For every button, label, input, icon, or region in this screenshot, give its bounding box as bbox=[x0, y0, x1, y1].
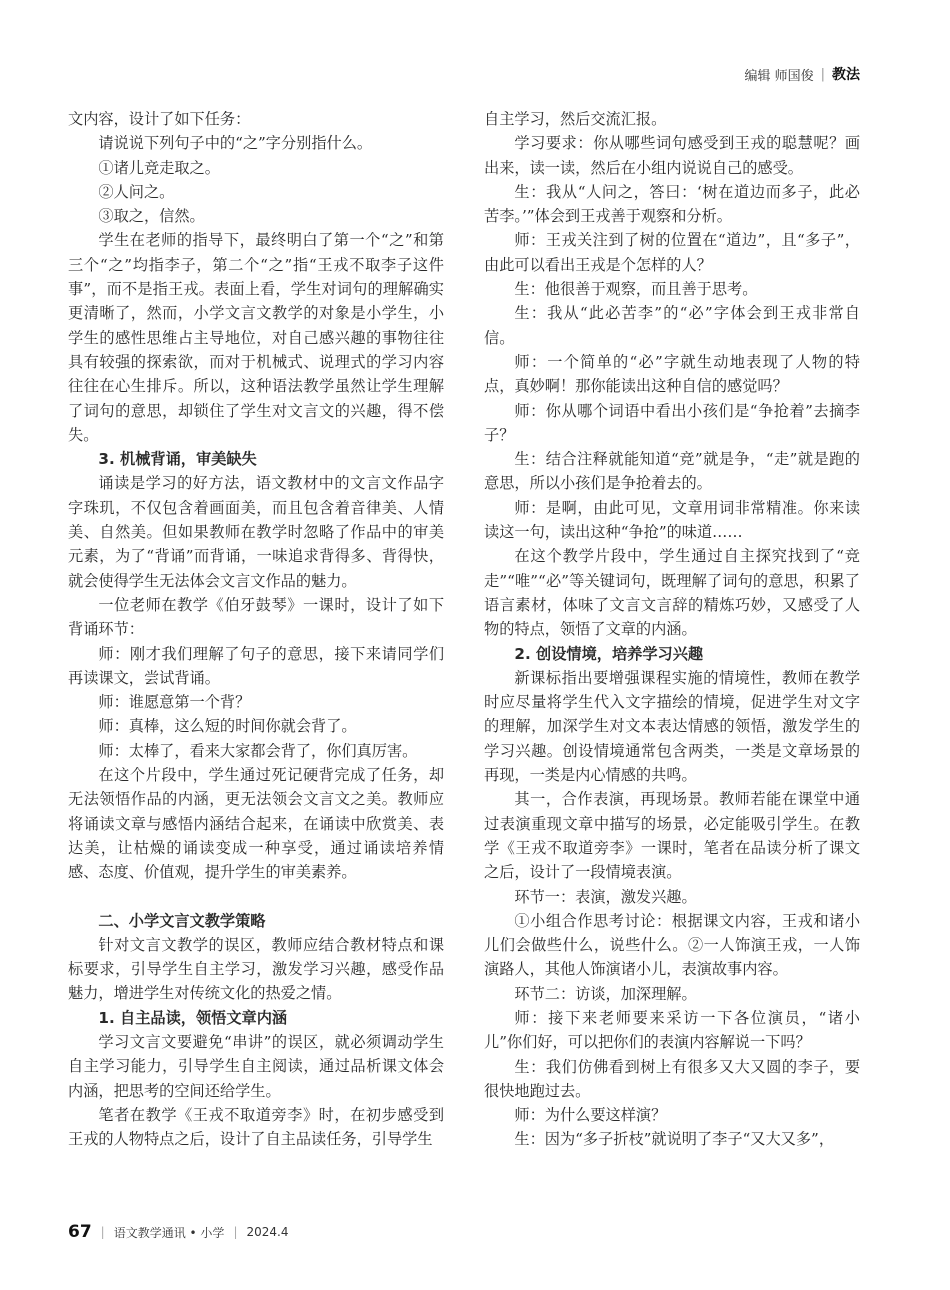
section-heading: 二、小学文言文教学策略 bbox=[98, 911, 266, 930]
paragraph: 师：真棒，这么短的时间你就会背了。 bbox=[98, 717, 357, 736]
right-column bbox=[484, 107, 860, 1152]
paragraph: 在这个教学片段中，学生通过自主探究找到了“竞走”“唯”“必”等关键词句，既理解了词句的意思，积累了语言素材，体味了文言文言辞的精炼巧妙，又感受了人物的特点，领悟了文章的内涵。 bbox=[484, 547, 860, 639]
section-heading: 1. 自主品读，领悟文章内涵 bbox=[98, 1008, 288, 1027]
paragraph: 师：谁愿意第一个背？ bbox=[98, 693, 251, 712]
issue-number: 2024.4 bbox=[246, 1225, 289, 1239]
paragraph: 师：太棒了，看来大家都会背了，你们真厉害。 bbox=[98, 741, 418, 760]
paragraph: 环节二：访谈，加深理解。 bbox=[514, 984, 697, 1003]
paragraph: 生：我们仿佛看到树上有很多又大又圆的李子，要很快地跑过去。 bbox=[484, 1057, 860, 1100]
footer-divider: | bbox=[100, 1225, 105, 1239]
paragraph: 生：我从“人问之，答曰：‘树在道边而多子，此必苦李。’”体会到王戎善于观察和分析。 bbox=[484, 182, 860, 226]
paragraph: ③取之，信然。 bbox=[98, 207, 205, 226]
paragraph: ①小组合作思考讨论：根据课文内容，王戎和诸小儿们会做些什么，说些什么。②一人饰演王戎，一人饰演路人，其他人饰演诸小儿，表演故事内容。 bbox=[484, 911, 860, 979]
paragraph: 学习要求：你从哪些词句感受到王戎的聪慧呢？画出来，读一读，然后在小组内说说自己的感受。 bbox=[484, 134, 860, 177]
paragraph: ②人问之。 bbox=[98, 182, 175, 201]
paragraph: 在这个片段中，学生通过死记硬背完成了任务，却无法领悟作品的内涵，更无法领会文言文之美。教师应将诵读文章与感悟内涵结合起来，在诵读中欣赏美、表达美，让枯燥的诵读变成一种享受，通过诵读培养情感、态度、价值观，提升学生的审美素养。 bbox=[68, 766, 444, 882]
paragraph: 师：是啊，由此可见，文章用词非常精准。你来读读这一句，读出这种“争抢”的味道…… bbox=[484, 498, 860, 542]
page-number: 67 bbox=[68, 1222, 92, 1242]
header-divider: | bbox=[820, 66, 825, 82]
journal-name: 语文教学通讯 • 小学 bbox=[113, 1225, 225, 1240]
paragraph: 生：他很善于观察，而且善于思考。 bbox=[514, 280, 758, 299]
paragraph: 环节一：表演，激发兴趣。 bbox=[514, 887, 697, 906]
paragraph: 其一，合作表演，再现场景。教师若能在课堂中通过表演重现文章中描写的场景，必定能吸引学生。在教学《王戎不取道旁李》一课时，笔者在品读分析了课文之后，设计了一段情境表演。 bbox=[484, 790, 860, 882]
paragraph: 笔者在教学《王戎不取道旁李》时，在初步感受到王戎的人物特点之后，设计了自主品读任务，引导学生 bbox=[68, 1105, 444, 1149]
paragraph: 生：我从“此必苦李”的“必”字体会到王戎非常自信。 bbox=[484, 304, 860, 347]
paragraph: 生：因为“多子折枝”就说明了李子“又大又多”， bbox=[514, 1130, 835, 1149]
paragraph: 诵读是学习的好方法，语文教材中的文言文作品字字珠玑，不仅包含着画面美，而且包含着音律美、人情美、自然美。但如果教师在教学时忽略了作品中的审美元素，为了“背诵”而背诵，一味追求背得多、背得快，就会使得学生无法体会文言文作品的魅力。 bbox=[68, 474, 444, 590]
paragraph: 一位老师在教学《伯牙鼓琴》一课时，设计了如下背诵环节： bbox=[68, 595, 444, 639]
paragraph: 学生在老师的指导下，最终明白了第一个“之”和第三个“之”均指李子，第二个“之”指“王戎不取李子这件事”，而不是指王戎。表面上看，学生对词句的理解确实更清晰了，然而，小学文言文教学的对象是小学生，小学生的感性思维占主导地位，对自己感兴趣的事物往往具有较强的探索欲，而对于机械式、说理式的学习内容往往在心生排斥。所以，这种语法教学虽然让学生理解了词句的意思，却锁住了学生对文言文的兴趣，得不偿失。 bbox=[68, 231, 444, 444]
footer-divider: | bbox=[233, 1225, 238, 1239]
editor-credit: 编辑 师国俊 bbox=[744, 68, 814, 84]
paragraph: 师：刚才我们理解了句子的意思，接下来请同学们再读课文，尝试背诵。 bbox=[68, 644, 444, 687]
paragraph: 师：为什么要这样演？ bbox=[514, 1106, 667, 1125]
paragraph: 学习文言文要避免“串讲”的误区，就必须调动学生自主学习能力，引导学生自主阅读，通过品析课文体会内涵，把思考的空间还给学生。 bbox=[68, 1032, 444, 1100]
paragraph: 针对文言文教学的误区，教师应结合教材特点和课标要求，引导学生自主学习，激发学习兴趣，感受作品魅力，增进学生对传统文化的热爱之情。 bbox=[68, 935, 444, 1003]
paragraph: 师：你从哪个词语中看出小孩们是“争抢着”去摘李子？ bbox=[484, 401, 860, 444]
paragraph: 师：接下来老师要来采访一下各位演员，“诸小儿”你们好，可以把你们的表演内容解说一下吗？ bbox=[484, 1008, 860, 1052]
paragraph: 师：王戎关注到了树的位置在“道边”，且“多子”，由此可以看出王戎是个怎样的人？ bbox=[484, 231, 860, 274]
paragraph: ①诸儿竞走取之。 bbox=[98, 158, 220, 177]
paragraph: 文内容，设计了如下任务： bbox=[68, 110, 251, 128]
section-heading: 3. 机械背诵，审美缺失 bbox=[98, 450, 257, 469]
paragraph: 生：结合注释就能知道“竞”就是争，“走”就是跑的意思，所以小孩们是争抢着去的。 bbox=[484, 450, 860, 493]
running-header bbox=[744, 64, 860, 84]
section-name: 教法 bbox=[832, 67, 860, 83]
paragraph: 自主学习，然后交流汇报。 bbox=[484, 110, 667, 128]
section-heading: 2. 创设情境，培养学习兴趣 bbox=[514, 644, 704, 663]
left-column bbox=[68, 107, 444, 1151]
running-footer bbox=[68, 1222, 288, 1242]
paragraph: 师：一个简单的“必”字就生动地表现了人物的特点，真妙啊！那你能读出这种自信的感觉吗？ bbox=[484, 352, 860, 396]
paragraph: 新课标指出要增强课程实施的情境性，教师在教学时应尽量将学生代入文字描绘的情境，促进学生对文字的理解，加深学生对文本表达情感的领悟，激发学生的学习兴趣。创设情境通常包含两类，一类是文章场景的再现，一类是内心情感的共鸣。 bbox=[484, 668, 860, 785]
paragraph: 请说说下列句子中的“之”字分别指什么。 bbox=[98, 134, 373, 153]
